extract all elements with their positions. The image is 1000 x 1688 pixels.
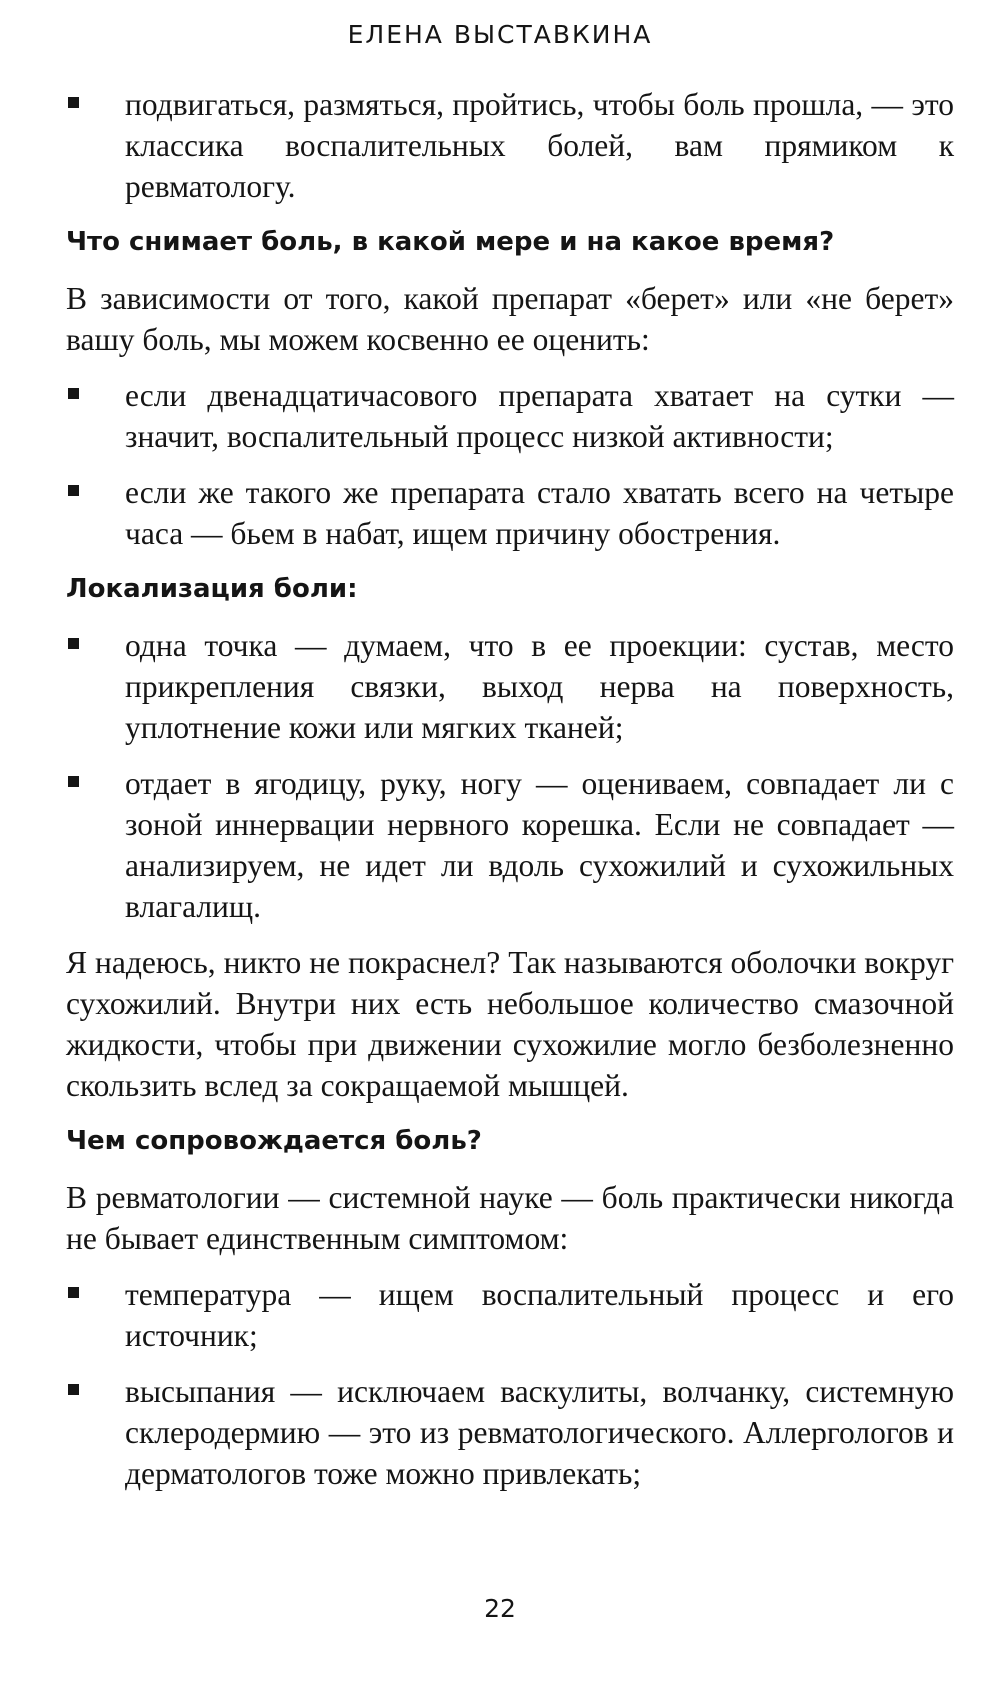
bullet-item <box>66 1371 954 1494</box>
bullet-text: отдает в ягодицу, руку, ногу — оцениваем, совпадает ли с зоной иннервации нервного корешка. Если не совпадает — анализируем, не идет ли вдоль сухожилий и сухожильных влагалищ. <box>125 766 954 924</box>
paragraph: В ревматологии — системной науке — боль практически никогда не бывает единственным симптомом: <box>66 1180 954 1256</box>
bullet-item <box>66 375 954 457</box>
bullet-square-icon <box>68 638 79 649</box>
bullet-item <box>66 625 954 748</box>
section-heading: Чем сопровождается боль? <box>66 1126 482 1156</box>
bullet-text: температура — ищем воспалительный процесс и его источник; <box>125 1277 954 1353</box>
bullet-item <box>66 472 954 554</box>
bullet-square-icon <box>68 1287 79 1298</box>
bullet-text: если двенадцатичасового препарата хватает на сутки — значит, воспалительный процесс низкой активности; <box>125 378 954 454</box>
bullet-square-icon <box>68 776 79 787</box>
paragraph: В зависимости от того, какой препарат «берет» или «не берет» вашу боль, мы можем косвенно ее оценить: <box>66 281 954 357</box>
bullet-square-icon <box>68 97 79 108</box>
bullet-text: высыпания — исключаем васкулиты, волчанку, системную склеродермию — это из ревматологического. Аллергологов и дерматологов тоже можно привлекать; <box>125 1374 954 1491</box>
bullet-square-icon <box>68 388 79 399</box>
running-title: ЕЛЕНА ВЫСТАВКИНА <box>347 20 653 49</box>
paragraph: Я надеюсь, никто не покраснел? Так называются оболочки вокруг сухожилий. Внутри них есть небольшое количество смазочной жидкости, чтобы при движении сухожилие могло безболезненно скользить вслед за сокращаемой мышцей. <box>66 945 954 1103</box>
bullet-item <box>66 84 954 207</box>
bullet-item <box>66 763 954 927</box>
page-body <box>66 84 954 1509</box>
bullet-text: подвигаться, размяться, пройтись, чтобы боль прошла, — это классика воспалительных болей, вам прямиком к ревматологу. <box>125 87 954 204</box>
section-heading: Локализация боли: <box>66 574 358 604</box>
bullet-text: одна точка — думаем, что в ее проекции: сустав, место прикрепления связки, выход нерва на поверхность, уплотнение кожи или мягких тканей; <box>125 628 954 745</box>
bullet-text: если же такого же препарата стало хватать всего на четыре часа — бьем в набат, ищем причину обострения. <box>125 475 954 551</box>
page-number: 22 <box>484 1594 516 1623</box>
bullet-square-icon <box>68 485 79 496</box>
bullet-item <box>66 1274 954 1356</box>
bullet-square-icon <box>68 1384 79 1395</box>
section-heading: Что снимает боль, в какой мере и на какое время? <box>66 227 835 257</box>
